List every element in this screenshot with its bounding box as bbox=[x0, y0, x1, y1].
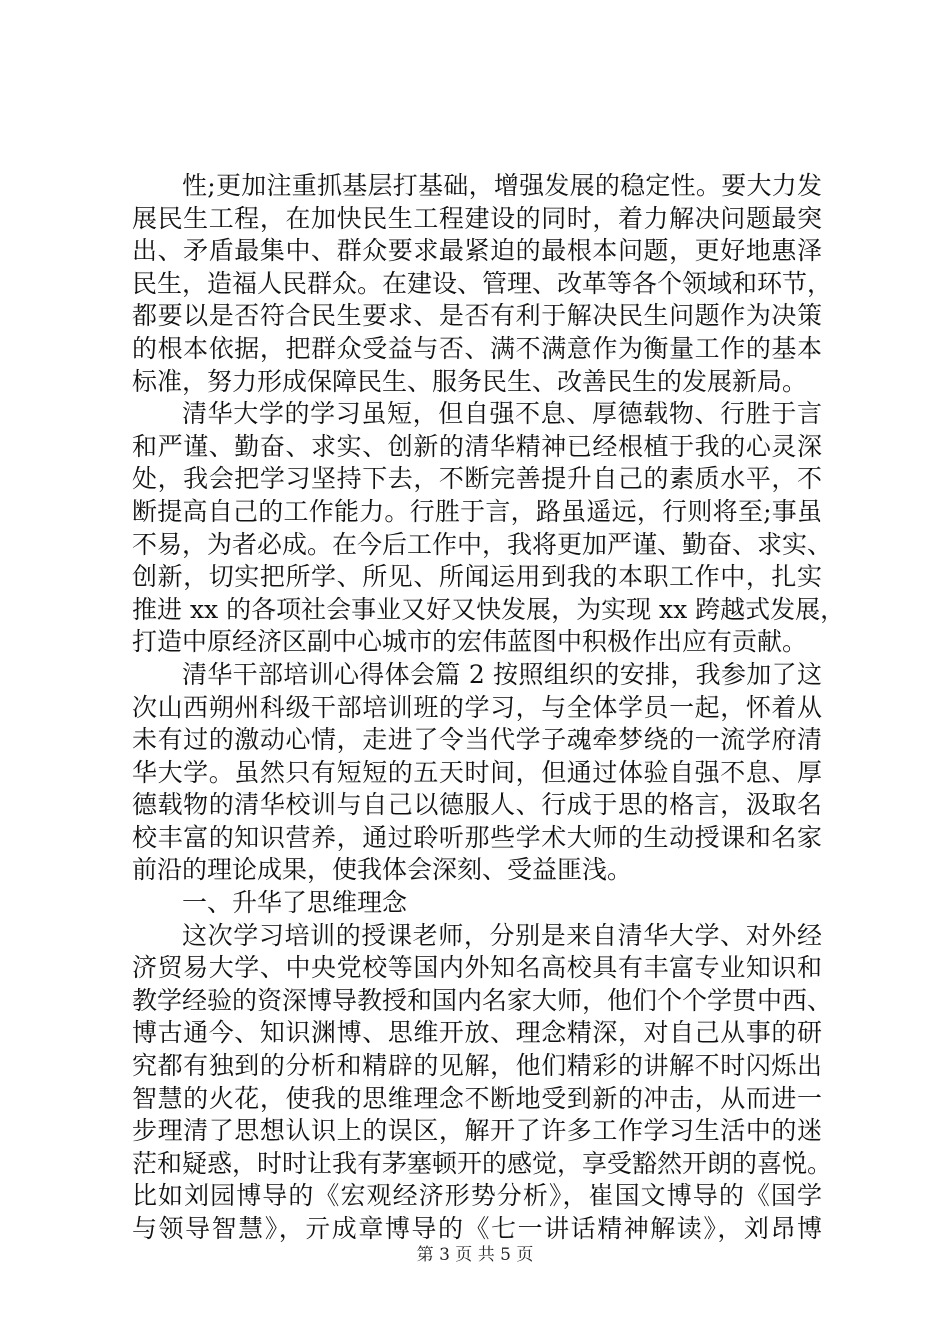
text-line: 济贸易大学、中央党校等国内外知名高校具有丰富专业知识和 bbox=[132, 953, 822, 983]
text-line: 处，我会把学习坚持下去，不断完善提升自己的素质水平，不 bbox=[132, 464, 822, 494]
text-line: 博古通今、知识渊博、思维开放、理念精深，对自己从事的研 bbox=[132, 1018, 822, 1048]
text-line: 教学经验的资深博导教授和国内名家大师，他们个个学贯中西、 bbox=[132, 985, 833, 1015]
text-line: 未有过的激动心情，走进了令当代学子魂牵梦绕的一流学府清 bbox=[132, 725, 822, 755]
text-line: 究都有独到的分析和精辟的见解，他们精彩的讲解不时闪烁出 bbox=[132, 1051, 822, 1081]
text-line: 清华大学的学习虽短，但自强不息、厚德载物、行胜于言 bbox=[182, 399, 822, 429]
text-line: 比如刘园博导的《宏观经济形势分析》，崔国文博导的《国学 bbox=[132, 1181, 822, 1211]
text-line: 这次学习培训的授课老师，分别是来自清华大学、对外经 bbox=[182, 920, 822, 950]
text-line: 都要以是否符合民生要求、是否有利于解决民生问题作为决策 bbox=[132, 301, 822, 331]
text-line: 智慧的火花，使我的思维理念不断地受到新的冲击，从而进一 bbox=[132, 1083, 822, 1113]
page-footer: 第 3 页 共 5 页 bbox=[416, 1245, 534, 1265]
text-line: 断提高自己的工作能力。行胜于言，路虽遥远，行则将至;事虽 bbox=[132, 496, 822, 526]
text-line: 次山西朔州科级干部培训班的学习，与全体学员一起，怀着从 bbox=[132, 692, 822, 722]
text-line: 德载物的清华校训与自己以德服人、行成于思的格言，汲取名 bbox=[132, 790, 822, 820]
text-line: 民生，造福人民群众。在建设、管理、改革等各个领域和环节， bbox=[132, 268, 833, 298]
document-body bbox=[132, 170, 846, 1246]
text-line: 清华干部培训心得体会篇 2 按照组织的安排，我参加了这 bbox=[182, 659, 822, 689]
text-line: 展民生工程，在加快民生工程建设的同时，着力解决问题最突 bbox=[132, 203, 822, 233]
text-line: 和严谨、勤奋、求实、创新的清华精神已经根植于我的心灵深 bbox=[132, 431, 822, 461]
text-line: 性;更加注重抓基层打基础，增强发展的稳定性。要大力发 bbox=[182, 171, 822, 200]
text-line: 校丰富的知识营养，通过聆听那些学术大师的生动授课和名家 bbox=[132, 822, 822, 852]
text-line: 出、矛盾最集中、群众要求最紧迫的最根本问题，更好地惠泽 bbox=[132, 236, 822, 266]
text-line: 不易，为者必成。在今后工作中，我将更加严谨、勤奋、求实、 bbox=[132, 529, 833, 559]
text-line: 步理清了思想认识上的误区，解开了许多工作学习生活中的迷 bbox=[132, 1116, 822, 1146]
text-line: 创新，切实把所学、所见、所闻运用到我的本职工作中，扎实 bbox=[132, 562, 822, 592]
text-line: 华大学。虽然只有短短的五天时间，但通过体验自强不息、厚 bbox=[132, 757, 822, 787]
text-line: 前沿的理论成果，使我体会深刻、受益匪浅。 bbox=[132, 855, 633, 885]
text-line: 的根本依据，把群众受益与否、满不满意作为衡量工作的基本 bbox=[132, 333, 822, 363]
text-line: 与领导智慧》，亓成章博导的《七一讲话精神解读》，刘昂博 bbox=[132, 1214, 822, 1243]
text-line: 推进 xx 的各项社会事业又好又快发展，为实现 xx 跨越式发展， bbox=[132, 594, 846, 624]
text-line: 茫和疑惑，时时让我有茅塞顿开的感觉，享受豁然开朗的喜悦。 bbox=[132, 1148, 833, 1178]
text-line: 标准，努力形成保障民生、服务民生、改善民生的发展新局。 bbox=[132, 366, 808, 396]
text-line: 打造中原经济区副中心城市的宏伟蓝图中积极作出应有贡献。 bbox=[132, 627, 808, 657]
text-line: 一、升华了思维理念 bbox=[182, 888, 408, 918]
